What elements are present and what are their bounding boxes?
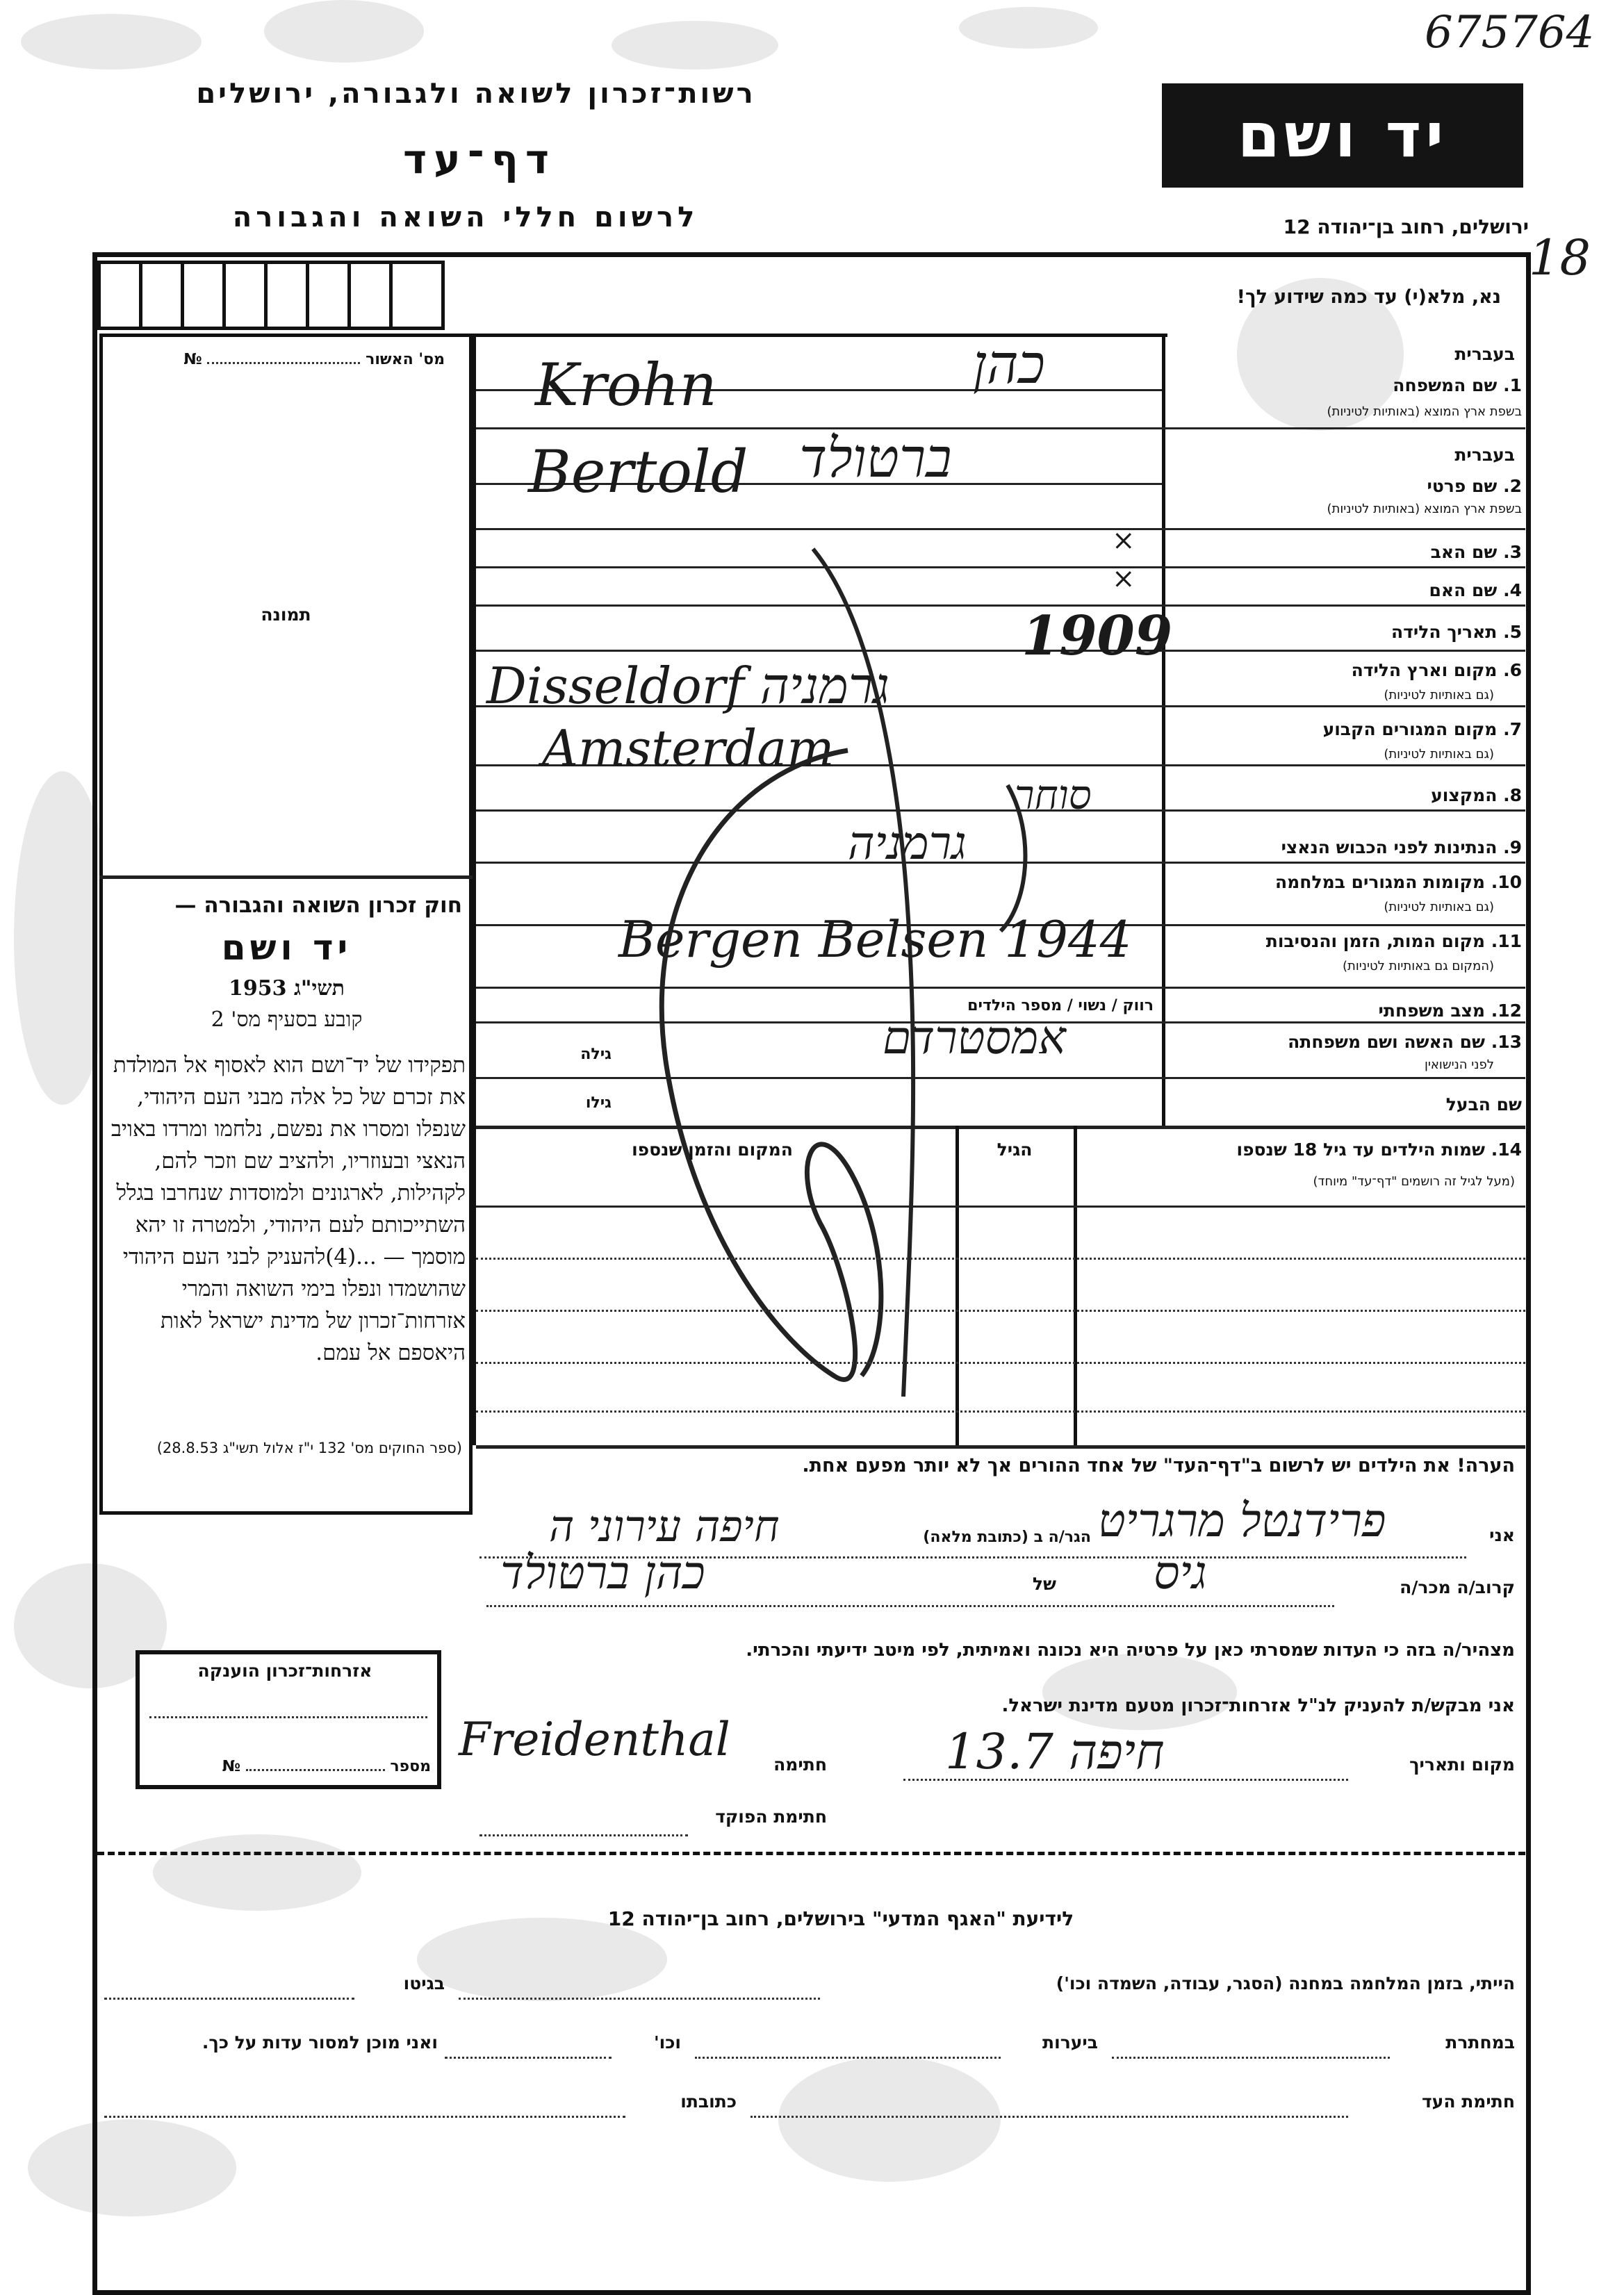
field-6-num: 6. bbox=[1503, 660, 1522, 680]
law-clause: קובע בסעיף מס' 2 bbox=[211, 1007, 363, 1032]
surname-hebrew: כהן bbox=[973, 334, 1045, 396]
field-12-text: מצב משפחתי bbox=[1378, 1001, 1485, 1021]
children-row bbox=[476, 1206, 1525, 1208]
declaration-statement: מצהיר/ה בזה כי העדות שמסרתי כאן על פרטיה היא נכונה ואמיתית, לפי מיטב ידיעתי והכרתי. bbox=[746, 1640, 1515, 1661]
citizenship-box-line bbox=[149, 1716, 427, 1718]
etc-label: וכו' bbox=[654, 2032, 681, 2053]
paper-stain bbox=[21, 14, 202, 69]
father-name-value: × bbox=[1112, 525, 1135, 557]
form-instruction: נא, מלא(י) עד כמה שידוע לך! bbox=[1236, 286, 1501, 308]
field-12-num: 12. bbox=[1491, 1001, 1522, 1021]
field-10-text: מקומות המגורים במלחמה bbox=[1275, 872, 1485, 892]
yad-vashem-logo: יד ושם bbox=[1162, 83, 1523, 188]
children-text: שמות הילדים עד גיל 18 שנספו bbox=[1236, 1140, 1485, 1160]
cert-label-text: מס' האשור bbox=[366, 351, 445, 368]
pen-arc bbox=[1001, 785, 1025, 931]
field-5-num: 5. bbox=[1503, 622, 1522, 642]
strip-divider bbox=[139, 261, 142, 330]
residence-value: Amsterdam bbox=[542, 719, 835, 778]
witness-signature-label: חתימת העד bbox=[1421, 2091, 1515, 2112]
ghetto-blank bbox=[104, 1998, 354, 2000]
field-3-text: שם האב bbox=[1430, 542, 1498, 562]
field-13-text: שם האשה ושם משפחתה bbox=[1288, 1032, 1485, 1052]
field-1-num: 1. bbox=[1503, 375, 1522, 395]
wife-name-value: אמסטרדם bbox=[883, 1011, 1066, 1064]
children-row bbox=[476, 1310, 1525, 1312]
form-subtitle: לרשום חללי השואה והגבורה bbox=[232, 201, 699, 233]
children-left-border bbox=[473, 1126, 476, 1445]
field-8-label bbox=[1174, 785, 1522, 805]
strip-divider bbox=[347, 261, 351, 330]
field-8-num: 8. bbox=[1503, 785, 1522, 805]
cert-number-blank bbox=[207, 362, 360, 364]
officer-signature-label: חתימת הפוקד bbox=[715, 1807, 827, 1827]
field-11-label bbox=[1174, 931, 1522, 951]
underground-label: במחתרת bbox=[1445, 2032, 1515, 2053]
field-2-text: שם פרטי bbox=[1427, 476, 1498, 496]
strip-divider bbox=[389, 261, 393, 330]
field-7-label bbox=[1174, 719, 1522, 739]
field-10-label bbox=[1174, 872, 1522, 892]
place-date-label: מקום ותאריך bbox=[1409, 1754, 1515, 1775]
margin-note: 18 bbox=[1529, 229, 1591, 286]
field-3-num: 3. bbox=[1503, 542, 1522, 562]
etc-blank bbox=[445, 2057, 612, 2059]
forests-label: ביערות bbox=[1042, 2032, 1098, 2053]
death-place-value: Bergen Belsen 1944 bbox=[618, 910, 1132, 969]
field-5-text: תאריך הלידה bbox=[1391, 622, 1498, 642]
children-col-divider bbox=[955, 1126, 959, 1445]
field-3-label bbox=[1174, 542, 1522, 562]
relation-label: קרוב/ה מכר/ה bbox=[1400, 1577, 1515, 1597]
husband-label: שם הבעל bbox=[1445, 1094, 1522, 1114]
field-9-num: 9. bbox=[1503, 837, 1522, 857]
relative-of-value: כהן ברטולד bbox=[500, 1546, 705, 1599]
witness-signature-blank bbox=[751, 2116, 1348, 2118]
citizenship-number-label: מספר bbox=[390, 1758, 431, 1775]
citizenship-request: אני מבקש/ת להעניק לנ"ל אזרחות־זכרון מטעם מדינת ישראל. bbox=[1001, 1695, 1515, 1716]
archive-number: 675764 bbox=[1425, 7, 1595, 58]
camp-blank bbox=[459, 1998, 820, 2000]
field-12-col-header: רווק / נשוי / מספר הילדים bbox=[967, 997, 1154, 1014]
of-label: של bbox=[1032, 1574, 1056, 1594]
signature-value: Freidenthal bbox=[459, 1713, 730, 1766]
field-11-num: 11. bbox=[1491, 931, 1522, 951]
children-sub: (מעל לגיל זה רושמים "דף־עד" מיוחד) bbox=[1313, 1174, 1515, 1189]
org-line: רשות־זכרון לשואה ולגבורה, ירושלים bbox=[196, 78, 756, 110]
forests-blank bbox=[695, 2057, 1001, 2059]
place-date-value: חיפה 13.7 bbox=[945, 1723, 1165, 1780]
citizenship-number-blank bbox=[246, 1769, 385, 1771]
hebrew-col-header-2: בעברית bbox=[1454, 445, 1515, 465]
nationality-value: גרמניה bbox=[848, 816, 967, 870]
pen-loop bbox=[662, 750, 881, 1379]
numero-sign-2: № bbox=[222, 1758, 241, 1775]
field-11-text: מקום המות, הזמן והנסיבות bbox=[1265, 931, 1485, 951]
field-4-text: שם האם bbox=[1429, 580, 1498, 600]
paper-stain bbox=[612, 21, 778, 69]
form-title: דף־עד bbox=[402, 135, 557, 183]
field-8-text: המקצוע bbox=[1431, 785, 1498, 805]
law-text: תפקידו של יד־ושם הוא לאסוף אל המולדת את זכרם של כל אלה מבני העם היהודי, שנפלו ומסרו את נפשם, נלחמו ומרדו באויב הנאצי ובעוזריו, ולהציב שם וזכר להם, לקהילות, לארגונים ולמוסדות שנחרבו בגלל השתייכותם לעם היהודי, ולמטרה זו יהא מוסמך — ...(4)להעניק לבני העם היהודי שהושמדו ונפלו בימי השואה והמרי אזרחות־זכרון של מדינת ישראל לאות היאספם אל עמם. bbox=[110, 1053, 466, 1365]
surname-latin: Krohn bbox=[535, 351, 717, 419]
photo-label: תמונה bbox=[261, 604, 311, 625]
citizenship-number bbox=[146, 1758, 431, 1775]
signature-label: חתימה bbox=[773, 1754, 827, 1775]
numero-sign: № bbox=[183, 351, 202, 368]
footer-line1: הייתי, בזמן המלחמה במחנה (הסגר, עבודה, השמדה וכו') bbox=[1056, 1973, 1515, 1993]
strip-divider bbox=[181, 261, 184, 330]
field-1-text: שם המשפחה bbox=[1393, 375, 1498, 395]
field-7-text: מקום המגורים הקבוע bbox=[1322, 719, 1498, 739]
field-5-label bbox=[1174, 622, 1522, 642]
birthplace-value: Disseldorf גרמניה bbox=[486, 657, 889, 715]
husband-age-label: גילו bbox=[585, 1094, 612, 1112]
firstname-latin: Bertold bbox=[528, 438, 748, 506]
field-7-sub: (גם באותיות לטיניות) bbox=[1384, 747, 1494, 762]
children-col-divider bbox=[1074, 1126, 1077, 1445]
field-7-num: 7. bbox=[1503, 719, 1522, 739]
pen-stroke bbox=[584, 542, 1209, 1410]
law-title: חוק זכרון השואה והגבורה — bbox=[174, 893, 462, 918]
declarant-address: חיפה עירוני ה bbox=[549, 1501, 780, 1552]
witness-address-label: כתובתו bbox=[680, 2091, 737, 2112]
panel-divider bbox=[99, 875, 473, 879]
children-note: הערה! את הילדים יש לרשום ב"דף־העד" של אחד ההורים אך לא יותר מפעם אחת. bbox=[802, 1455, 1515, 1476]
underground-blank bbox=[1112, 2057, 1390, 2059]
mother-name-value: × bbox=[1112, 563, 1135, 595]
children-row bbox=[476, 1362, 1525, 1364]
strip-divider bbox=[264, 261, 268, 330]
address-hint: הגר/ה ב (כתובת מלאה) bbox=[923, 1529, 1091, 1546]
strip-divider bbox=[222, 261, 226, 330]
law-reference: (ספר החוקים מס' 132 י"ז אלול תשי"ג 28.8.53) bbox=[156, 1440, 462, 1456]
field-13-sub: לפני הנישואין bbox=[1424, 1058, 1494, 1072]
children-row bbox=[476, 1258, 1525, 1260]
hebrew-col-header: בעברית bbox=[1454, 344, 1515, 364]
field-9-label bbox=[1174, 837, 1522, 857]
relation-value: גיס bbox=[1154, 1546, 1207, 1599]
footer-separator bbox=[97, 1852, 1525, 1855]
field-13-num: 13. bbox=[1491, 1032, 1522, 1052]
field-2-sub: בשפת ארץ המוצא (באותיות לטיניות) bbox=[1327, 502, 1522, 516]
field-9-text: הנתינות לפני הכבוש הנאצי bbox=[1281, 837, 1498, 857]
law-name: יד ושם bbox=[221, 928, 352, 968]
children-age-header: הגיל bbox=[996, 1140, 1033, 1160]
i-label: אני bbox=[1489, 1525, 1515, 1545]
children-num: 14. bbox=[1491, 1140, 1522, 1160]
field-10-sub: (גם באותיות לטיניות) bbox=[1384, 900, 1494, 914]
field-4-num: 4. bbox=[1503, 580, 1522, 600]
entry-line bbox=[476, 528, 1525, 530]
field-4-label bbox=[1174, 580, 1522, 600]
field-1-label bbox=[1174, 375, 1522, 395]
relation-line bbox=[486, 1605, 1334, 1607]
entry-line bbox=[476, 427, 1525, 429]
field-13-label bbox=[1174, 1032, 1522, 1052]
pen-line bbox=[813, 549, 913, 1397]
field-6-sub: (גם באותיות לטיניות) bbox=[1384, 688, 1494, 702]
citizenship-box-title: אזרחות־זכרון הוענקה bbox=[197, 1661, 372, 1681]
witness-address-blank bbox=[104, 2116, 625, 2118]
field-12-label bbox=[1174, 1001, 1522, 1021]
testimony-statement: ואני מוכן למסור עדות על כך. bbox=[202, 2032, 438, 2053]
field-6-label bbox=[1174, 660, 1522, 680]
ghetto-label: בגיטו bbox=[403, 1973, 445, 1993]
firstname-hebrew: ברטולד bbox=[799, 427, 952, 490]
profession-value: סוחר bbox=[1015, 771, 1092, 819]
field-2-label bbox=[1174, 476, 1522, 496]
field-10-num: 10. bbox=[1491, 872, 1522, 892]
wife-age-label: גילה bbox=[580, 1046, 612, 1063]
checkbox-strip bbox=[97, 261, 445, 330]
field-2-num: 2. bbox=[1503, 476, 1522, 496]
strip-divider bbox=[306, 261, 309, 330]
header-address: ירושלים, רחוב בן־יהודה 12 bbox=[1283, 215, 1529, 238]
field-1-sub: בשפת ארץ המוצא (באותיות לטיניות) bbox=[1327, 404, 1522, 419]
field-6-text: מקום וארץ הלידה bbox=[1351, 660, 1498, 680]
officer-signature-line bbox=[479, 1834, 688, 1836]
paper-stain bbox=[264, 0, 424, 63]
children-place-header: המקום והזמן שנספו bbox=[632, 1140, 793, 1160]
field-11-sub: (המקום גם באותיות לטיניות) bbox=[1342, 959, 1494, 973]
certificate-number-label bbox=[104, 351, 445, 368]
birth-date-value: 1909 bbox=[1022, 604, 1173, 668]
children-label bbox=[1084, 1140, 1522, 1160]
law-year: תשי"ג 1953 bbox=[229, 976, 345, 1001]
footer-heading: לידיעת "האגף המדעי" בירושלים, רחוב בן־יהודה 12 bbox=[607, 1907, 1074, 1930]
children-row bbox=[476, 1410, 1525, 1413]
declarant-name: פרידנטל מרגריט bbox=[1098, 1494, 1386, 1547]
paper-stain bbox=[959, 7, 1098, 49]
